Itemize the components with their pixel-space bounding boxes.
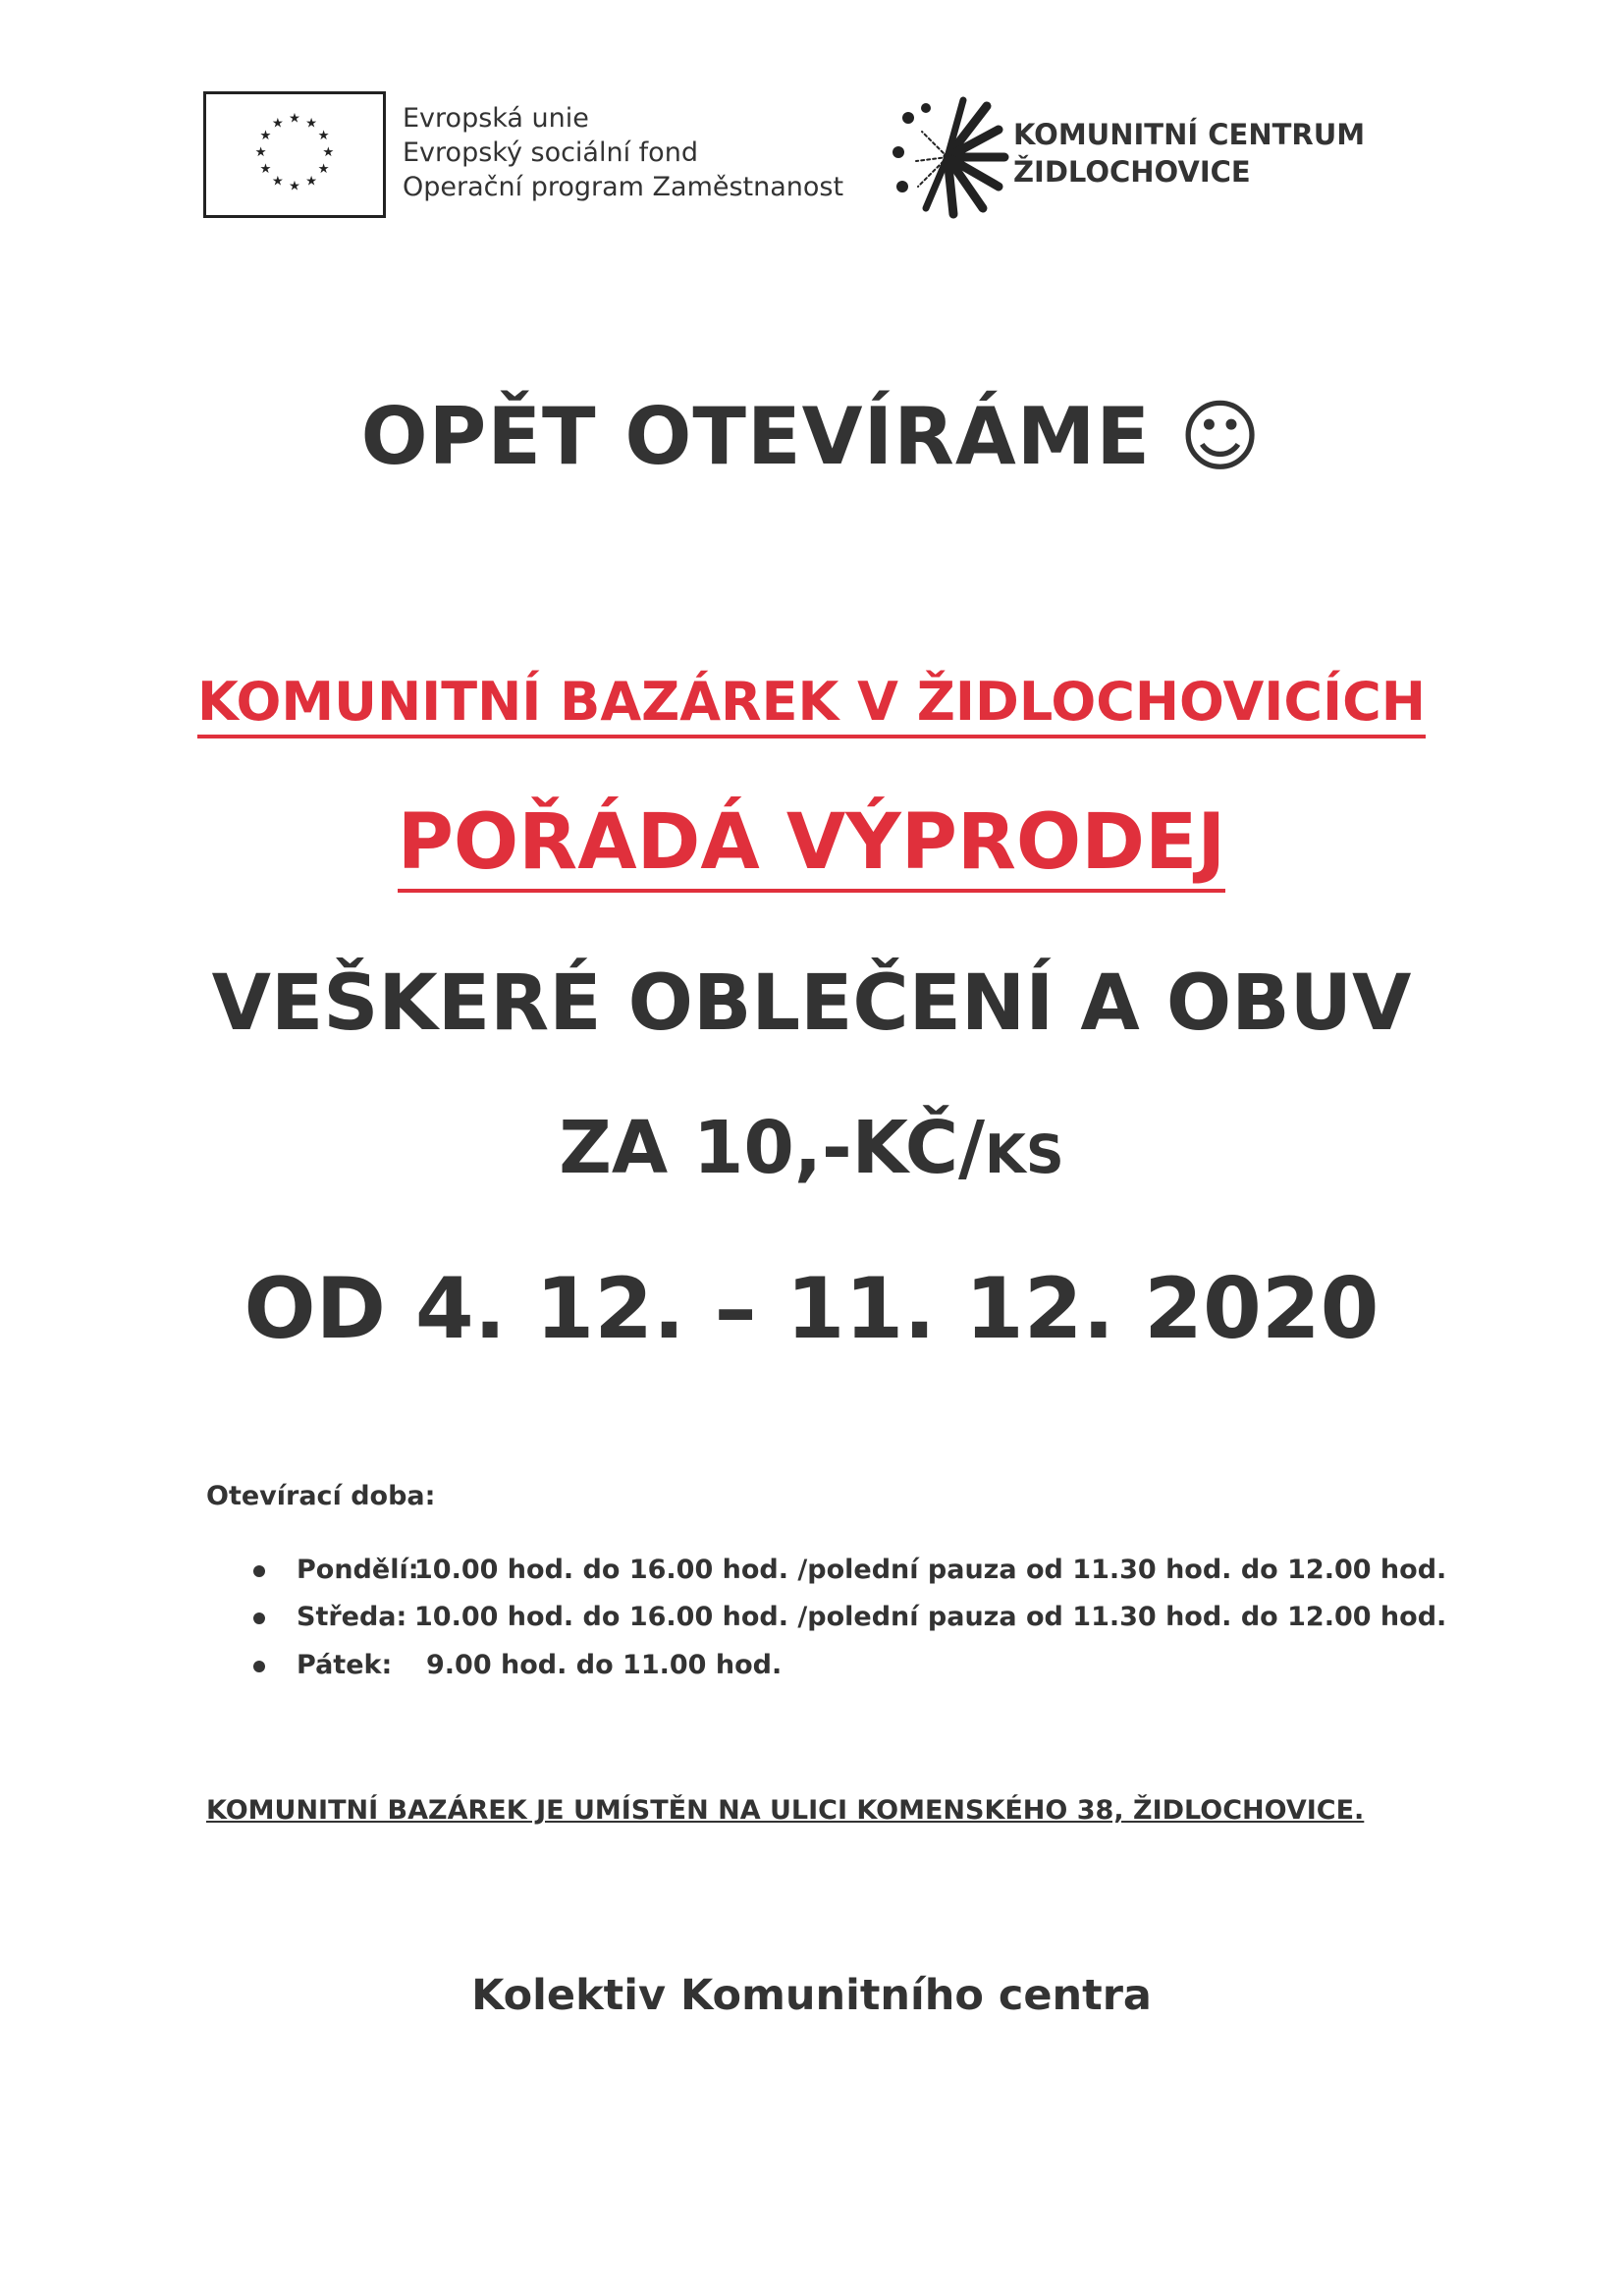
- svg-text:★: ★: [259, 128, 272, 143]
- svg-text:★: ★: [317, 162, 330, 178]
- bullet-icon: [253, 1661, 265, 1672]
- list-item: [253, 1555, 1446, 1585]
- kc-line-2: ŽIDLOCHOVICE: [1013, 155, 1251, 189]
- offer-price: [0, 1106, 1623, 1190]
- hours-day: Středa:: [297, 1602, 407, 1632]
- svg-text:★: ★: [317, 128, 330, 143]
- signature: Kolektiv Komunitního centra: [471, 1971, 1152, 2020]
- bullet-icon: [253, 1613, 265, 1624]
- hours-time: 10.00 hod. do 16.00 hod. /polední pauza od 11.30 hod. do 12.00 hod.: [414, 1555, 1447, 1585]
- hours-time: 9.00 hod. do 11.00 hod.: [426, 1650, 783, 1680]
- sale-title-text: POŘÁDÁ VÝPRODEJ: [398, 798, 1226, 893]
- eu-line-2: Evropský sociální fond: [403, 137, 698, 168]
- offer-price-text: ZA 10,-KČ/: [559, 1106, 986, 1190]
- bazar-title-text: KOMUNITNÍ BAZÁREK V ŽIDLOCHOVICÍCH: [197, 671, 1426, 738]
- kc-sunburst-icon: [889, 96, 1016, 219]
- kc-logo: [889, 96, 1016, 219]
- address-note: KOMUNITNÍ BAZÁREK JE UMÍSTĚN NA ULICI KOMENSKÉHO 38, ŽIDLOCHOVICE.: [206, 1795, 1365, 1826]
- eu-text: [403, 101, 843, 204]
- hours-time: 10.00 hod. do 16.00 hod. /polední pauza od 11.30 hod. do 12.00 hod.: [414, 1602, 1447, 1632]
- sale-title: [0, 798, 1623, 887]
- bullet-icon: [253, 1565, 265, 1577]
- hours-day: Pondělí:: [297, 1555, 419, 1585]
- svg-text:★: ★: [322, 144, 335, 160]
- svg-text:★: ★: [305, 174, 318, 190]
- kc-line-1: KOMUNITNÍ CENTRUM: [1013, 118, 1366, 151]
- list-item: [253, 1602, 1446, 1632]
- svg-text:★: ★: [289, 111, 300, 127]
- svg-text:★: ★: [271, 174, 284, 190]
- eu-line-1: Evropská unie: [403, 103, 589, 134]
- hours-day: Pátek:: [297, 1650, 393, 1680]
- offer-line: VEŠKERÉ OBLEČENÍ A OBUV: [211, 959, 1412, 1048]
- svg-text:★: ★: [305, 116, 318, 132]
- list-item: [253, 1650, 782, 1680]
- bazar-title: [0, 671, 1623, 733]
- opening-hours-label: Otevírací doba:: [206, 1481, 436, 1511]
- svg-text:★: ★: [254, 144, 267, 160]
- sale-dates: OD 4. 12. – 11. 12. 2020: [243, 1260, 1380, 1358]
- offer-unit: KS: [985, 1123, 1064, 1185]
- eu-line-3: Operační program Zaměstnanost: [403, 172, 844, 202]
- svg-text:★: ★: [259, 162, 272, 178]
- eu-flag-logo: [203, 91, 386, 218]
- svg-text:★: ★: [271, 116, 284, 132]
- eu-stars-icon: [206, 94, 383, 215]
- svg-text:★: ★: [289, 179, 300, 194]
- page-title: OPĚT OTEVÍRÁME ☺: [360, 391, 1263, 482]
- kc-text: [1013, 116, 1365, 191]
